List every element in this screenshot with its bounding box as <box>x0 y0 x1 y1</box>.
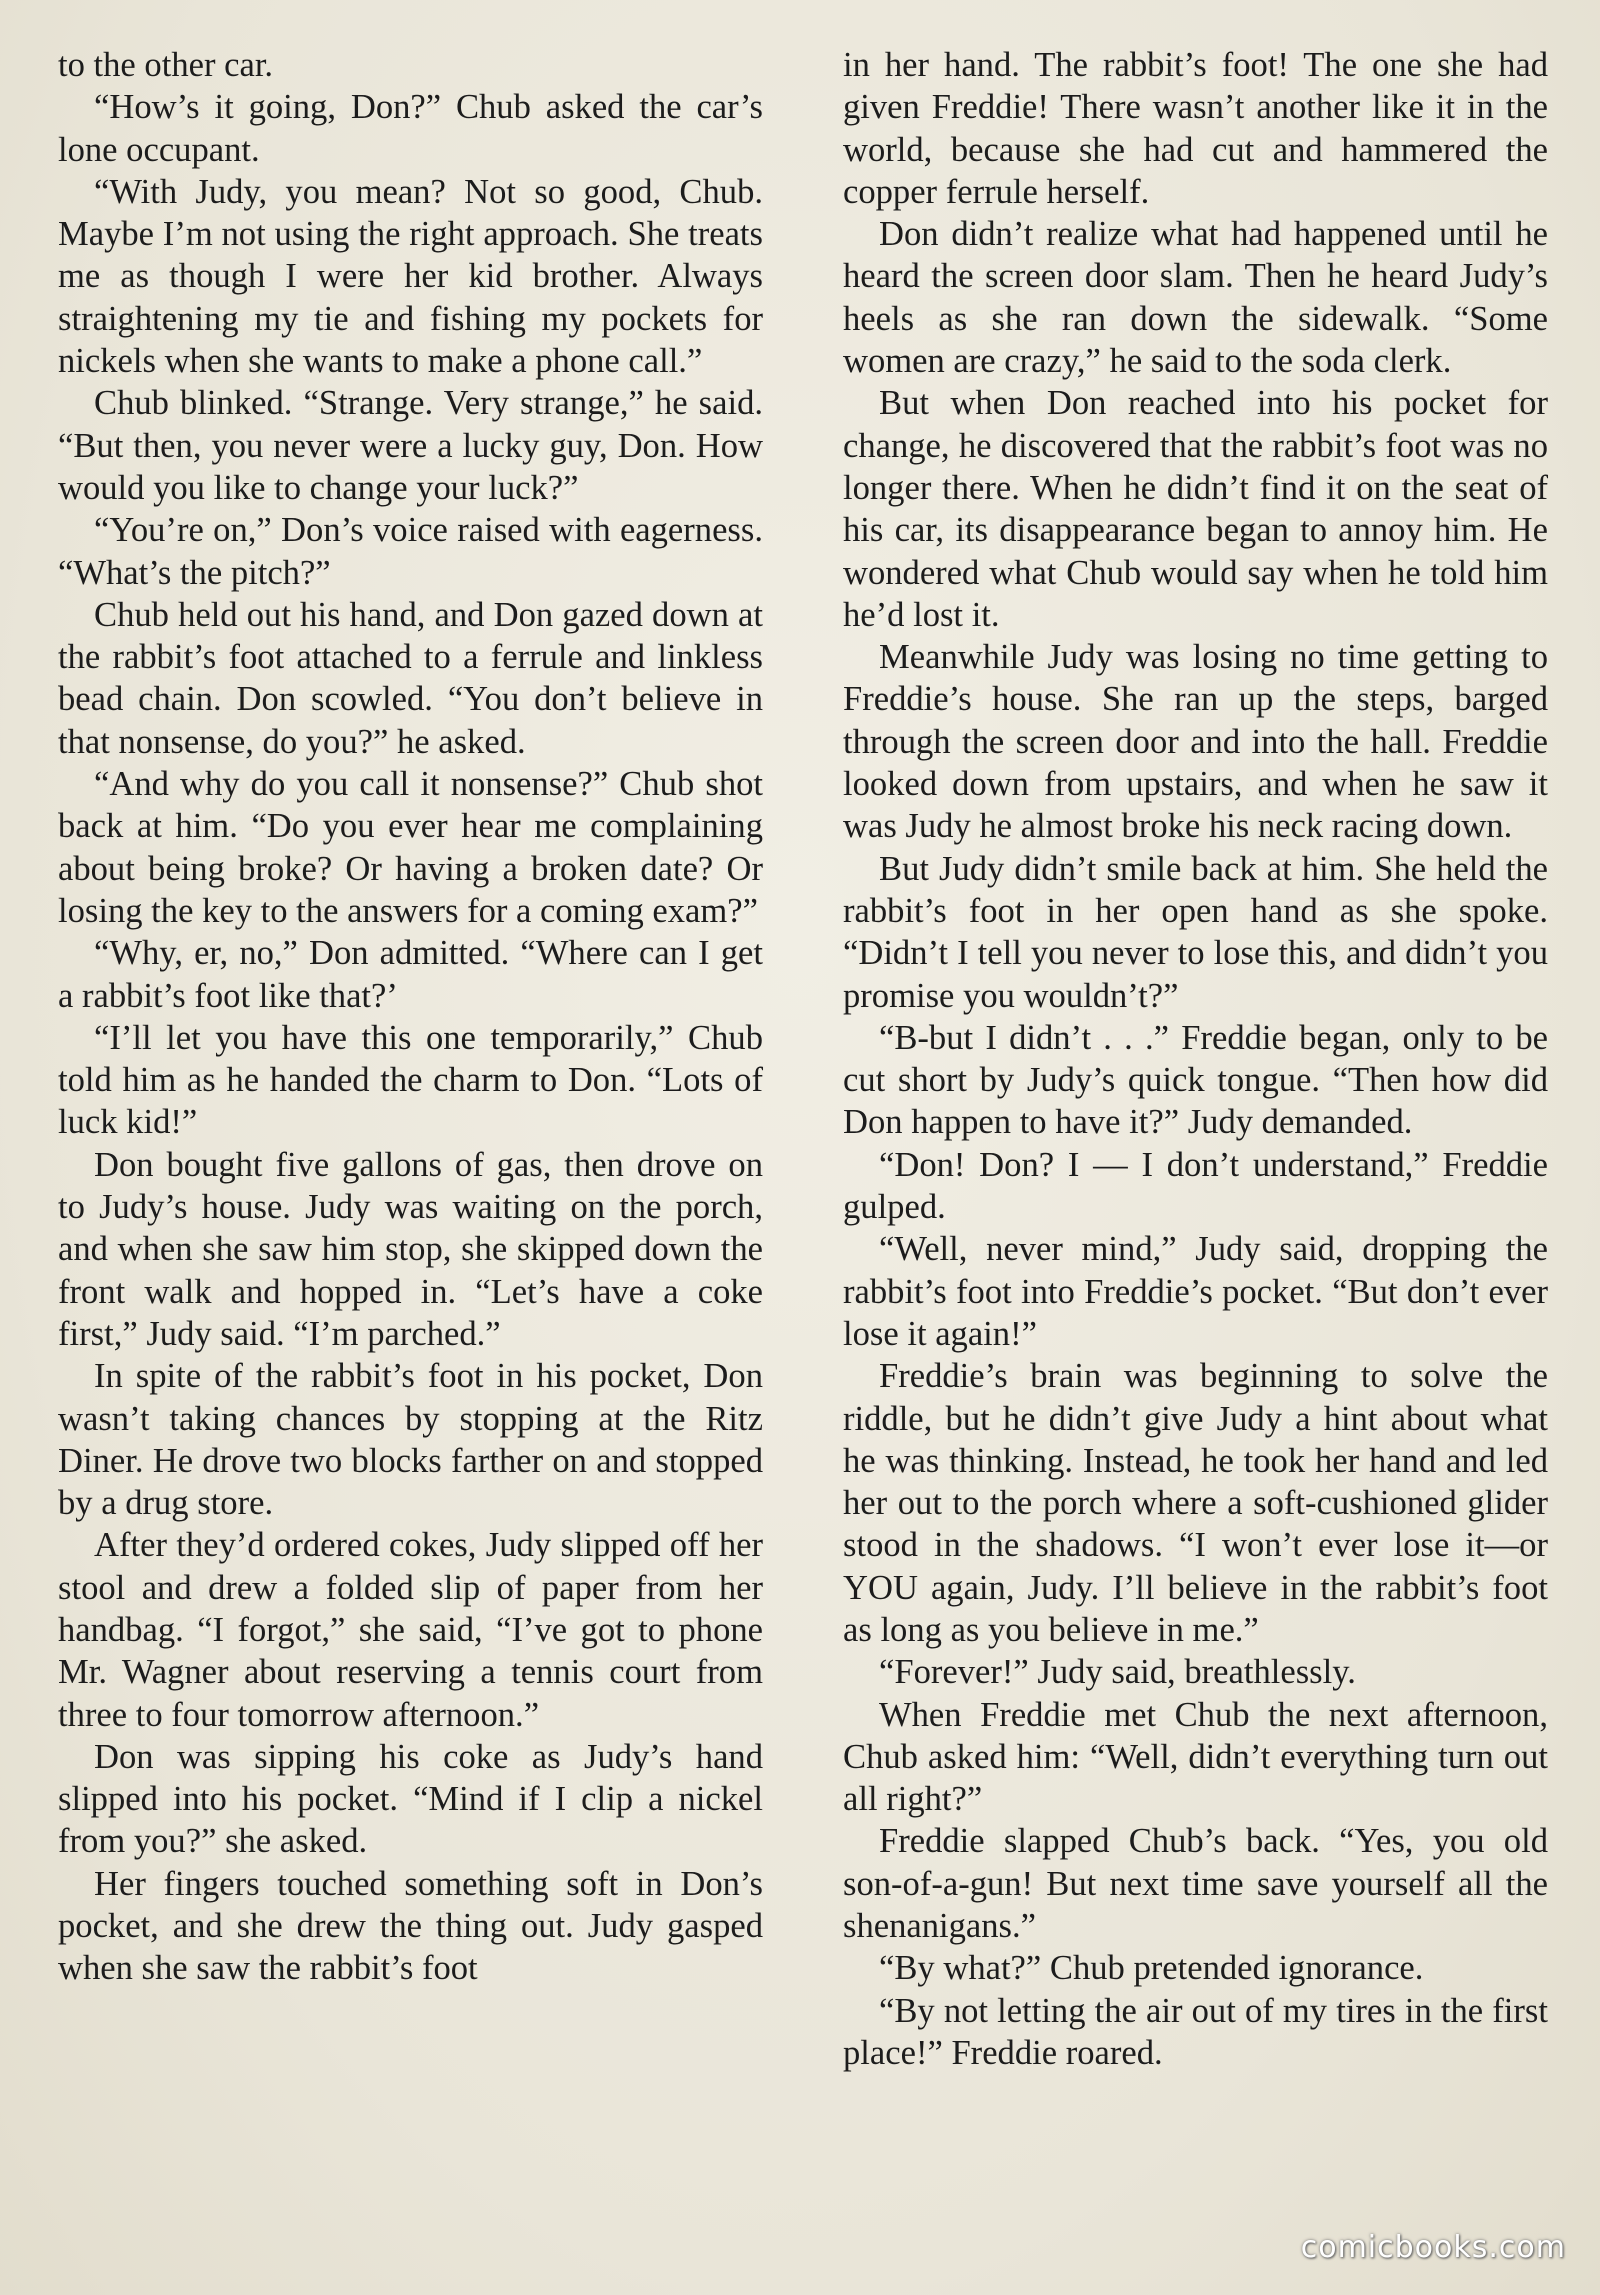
paragraph-right-6: “B-but I didn’t . . .” Freddie began, only to be cut short by Judy’s quick tongue. “Then how did Don happen to have it?” Judy demanded. <box>843 1018 1548 1142</box>
paragraph-left-10: Don bought five gallons of gas, then drove on to Judy’s house. Judy was waiting on the porch, and when she saw him stop, she skipped down the front walk and hopped in. “Let’s have a coke first,” Judy said. “I’m parched.” <box>58 1145 763 1353</box>
paragraph-left-8: “Why, er, no,” Don admitted. “Where can I get a rabbit’s foot like that?’ <box>58 934 763 1015</box>
paragraph-left-9: “I’ll let you have this one temporarily,” Chub told him as he handed the charm to Don. “Lots of luck kid!” <box>58 1018 763 1142</box>
paragraph-left-5: “You’re on,” Don’s voice raised with eagerness. “What’s the pitch?” <box>58 511 763 592</box>
right-text-column <box>843 44 1548 2074</box>
paragraph-left-3: “With Judy, you mean? Not so good, Chub. Maybe I’m not using the right approach. She treats me as though I were her kid brother. Always straightening my tie and fishing my pockets for nickels when she wants to make a phone call.” <box>58 172 763 381</box>
paragraph-right-12: Freddie slapped Chub’s back. “Yes, you old son-of-a-gun! But next time save yourself all the shenanigans.” <box>843 1822 1548 1946</box>
paragraph-right-11: When Freddie met Chub the next afternoon, Chub asked him: “Well, didn’t everything turn out all right?” <box>843 1695 1548 1819</box>
paragraph-left-2: “How’s it going, Don?” Chub asked the car’s lone occupant. <box>58 88 763 169</box>
site-watermark: comicbooks.com <box>1300 2230 1566 2265</box>
paragraph-left-6: Chub held out his hand, and Don gazed down at the rabbit’s foot attached to a ferrule and linkless bead chain. Don scowled. “You don’t believe in that nonsense, do you?” he asked. <box>58 595 763 761</box>
left-text-column <box>58 44 763 1990</box>
paragraph-left-4: Chub blinked. “Strange. Very strange,” he said. “But then, you never were a lucky guy, Don. How would you like to change your luck?” <box>58 384 763 507</box>
paragraph-right-5: But Judy didn’t smile back at him. She held the rabbit’s foot in her open hand as she spoke. “Didn’t I tell you never to lose this, and didn’t you promise you wouldn’t?” <box>843 849 1548 1015</box>
paragraph-right-8: “Well, never mind,” Judy said, dropping the rabbit’s foot into Freddie’s pocket. “But don’t ever lose it again!” <box>843 1230 1548 1353</box>
paragraph-right-2: Don didn’t realize what had happened until he heard the screen door slam. Then he heard Judy’s heels as she ran down the sidewalk. “Some women are crazy,” he said to the soda clerk. <box>843 215 1548 381</box>
paragraph-right-13: “By what?” Chub pretended ignorance. <box>879 1949 1424 1988</box>
paragraph-left-11: In spite of the rabbit’s foot in his pocket, Don wasn’t taking chances by stopping at the Ritz Diner. He drove two blocks farther on and stopped by a drug store. <box>58 1357 763 1523</box>
paragraph-left-12: After they’d ordered cokes, Judy slipped off her stool and drew a folded slip of paper from her handbag. “I forgot,” she said, “I’ve got to phone Mr. Wagner about reserving a tennis court from three to four tomorrow afternoon.” <box>58 1526 763 1734</box>
paragraph-left-1: to the other car. <box>58 46 274 84</box>
paragraph-right-3: But when Don reached into his pocket for change, he discovered that the rabbit’s foot was no longer there. When he didn’t find it on the seat of his car, its disappearance began to annoy him. He wondered what Chub would say when he told him he’d lost it. <box>843 384 1548 634</box>
paragraph-right-4: Meanwhile Judy was losing no time getting to Freddie’s house. She ran up the steps, barged through the screen door and into the hall. Freddie looked down from upstairs, and when he saw it was Judy he almost broke his neck racing down. <box>843 638 1548 846</box>
paragraph-right-7: “Don! Don? I — I don’t understand,” Freddie gulped. <box>843 1145 1548 1227</box>
paragraph-left-7: “And why do you call it nonsense?” Chub shot back at him. “Do you ever hear me complaining about being broke? Or having a broken date? Or losing the key to the answers for a coming exam?” <box>58 765 763 930</box>
paragraph-left-14: Her fingers touched something soft in Don’s pocket, and she drew the thing out. Judy gasped when she saw the rabbit’s foot <box>58 1864 763 1988</box>
paragraph-right-1: in her hand. The rabbit’s foot! The one she had given Freddie! There wasn’t another like it in the world, because she had cut and hammered the copper ferrule herself. <box>843 46 1548 211</box>
paragraph-left-13: Don was sipping his coke as Judy’s hand slipped into his pocket. “Mind if I clip a nickel from you?” she asked. <box>58 1737 763 1861</box>
paragraph-right-14: “By not letting the air out of my tires in the first place!” Freddie roared. <box>843 1991 1548 2072</box>
paragraph-right-10: “Forever!” Judy said, breathlessly. <box>879 1653 1356 1692</box>
paragraph-right-9: Freddie’s brain was beginning to solve the riddle, but he didn’t give Judy a hint about what he was thinking. Instead, he took her hand and led her out to the porch where a soft-cushioned glider stood in the shadows. “I won’t ever lose it—or YOU again, Judy. I’ll believe in the rabbit’s foot as long as you believe in me.” <box>843 1357 1548 1649</box>
